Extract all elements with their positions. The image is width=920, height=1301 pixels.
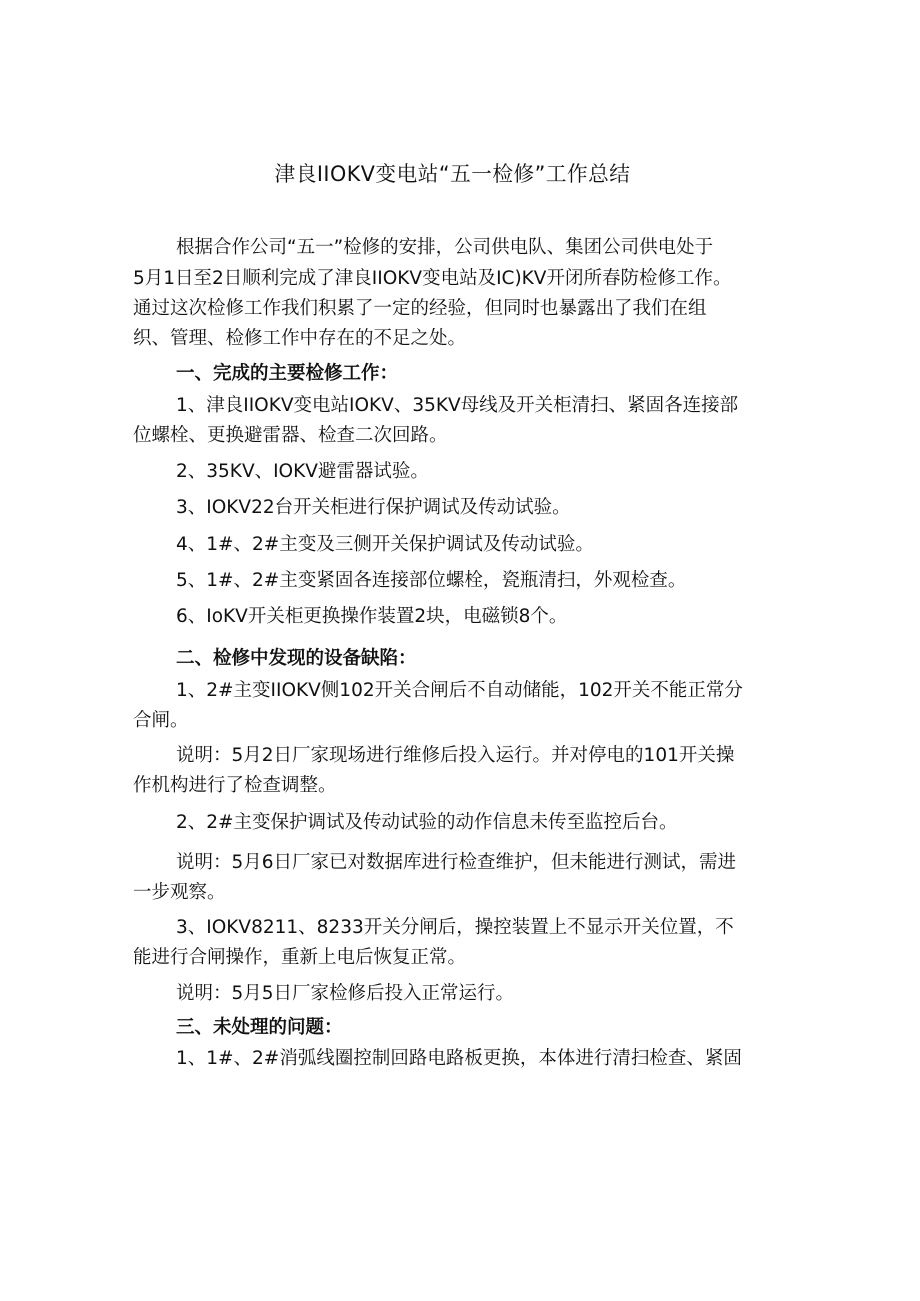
list-item-line: 4、1#、2#主变及三侧开关保护调试及传动试验。 — [176, 534, 594, 555]
list-item-line: 3、IOKV22台开关柜进行保护调试及传动试验。 — [176, 497, 571, 518]
list-item-line: 1、津良IIOKV变电站IOKV、35KV母线及开关柜清扫、紧固各连接部 — [176, 395, 739, 416]
list-item-line: 能进行合闸操作，重新上电后恢复正常。 — [133, 947, 467, 968]
list-item-line: 6、IoKV开关柜更换操作装置2块，电磁锁8个。 — [176, 606, 568, 627]
paragraph-line: 织、管理、检修工作中存在的不足之处。 — [133, 328, 467, 349]
list-item-line: 合闸。 — [133, 710, 189, 731]
paragraph-line: 根据合作公司“五一”检修的安排，公司供电队、集团公司供电处于 — [176, 237, 714, 258]
note-line: 说明：5月6日厂家已对数据库进行检查维护，但未能进行测试，需进 — [176, 852, 737, 873]
list-item-line: 位螺栓、更换避雷器、检查二次回路。 — [133, 425, 448, 446]
note-line: 作机构进行了检查调整。 — [133, 775, 337, 796]
paragraph-line: 5月1日至2日顺利完成了津良IIOKV变电站及IC)KV开闭所春防检修工作。 — [133, 268, 732, 289]
note-line: 说明：5月2日厂家现场进行维修后投入运行。并对停电的101开关操 — [176, 745, 735, 766]
list-item-line: 3、IOKV8211、8233开关分闸后，操控装置上不显示开关位置，不 — [176, 917, 734, 938]
list-item-line: 2、35KV、IOKV避雷器试验。 — [176, 461, 429, 482]
list-item-line: 1、1#、2#消弧线圈控制回路电路板更换，本体进行清扫检查、紧固 — [176, 1048, 742, 1069]
note-line: 说明：5月5日厂家检修后投入正常运行。 — [176, 983, 515, 1004]
note-line: 一步观察。 — [133, 882, 226, 903]
list-item-line: 1、2#主变IIOKV侧102开关合闸后不自动储能，102开关不能正常分 — [176, 680, 743, 701]
section-heading: 二、检修中发现的设备缺陷： — [176, 648, 417, 669]
list-item-line: 2、2#主变保护调试及传动试验的动作信息未传至监控后台。 — [176, 812, 678, 833]
section-heading: 三、未处理的问题： — [176, 1017, 343, 1038]
list-item-line: 5、1#、2#主变紧固各连接部位螺栓，瓷瓶清扫，外观检查。 — [176, 570, 687, 591]
paragraph-line: 通过这次检修工作我们积累了一定的经验，但同时也暴露出了我们在组 — [133, 298, 707, 319]
section-heading: 一、完成的主要检修工作： — [176, 363, 399, 384]
document-title: 津良IIOKV变电站“五一检修”工作总结 — [274, 162, 631, 186]
